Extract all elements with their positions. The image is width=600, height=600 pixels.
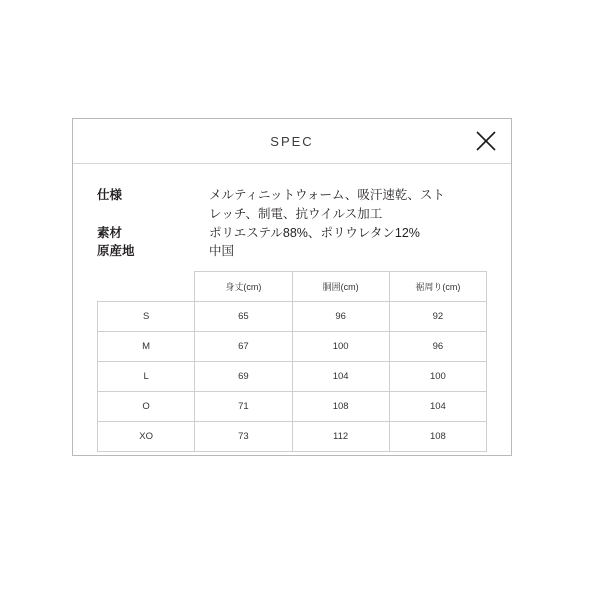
size-table-body (98, 302, 487, 452)
table-cell: 108 (292, 392, 389, 422)
spec-value: ポリエステル88%、ポリウレタン12% (209, 225, 420, 240)
table-header-row (98, 272, 487, 302)
spec-modal (72, 118, 512, 456)
table-cell: 100 (389, 362, 486, 392)
table-cell: 69 (195, 362, 292, 392)
spec-label: 素材 (97, 225, 123, 240)
page-title: SPEC (270, 133, 314, 149)
spec-label: 仕様 (97, 188, 123, 202)
spec-definition-list (97, 186, 487, 261)
table-cell: 100 (292, 332, 389, 362)
size-table-head (98, 272, 487, 302)
table-cell-size: S (98, 302, 195, 332)
table-cell: 104 (389, 392, 486, 422)
spec-value: 中国 (209, 244, 235, 259)
table-cell: 73 (195, 422, 292, 452)
table-cell-size: XO (98, 422, 195, 452)
spec-row (97, 242, 487, 261)
table-header-cell: 胴囲(cm) (292, 272, 389, 302)
table-cell-size: O (98, 392, 195, 422)
table-cell: 96 (389, 332, 486, 362)
close-icon[interactable] (473, 128, 499, 154)
table-row (98, 422, 487, 452)
size-table (97, 271, 487, 452)
spec-row (97, 186, 487, 224)
table-cell: 67 (195, 332, 292, 362)
table-header-cell: 身丈(cm) (195, 272, 292, 302)
table-row (98, 302, 487, 332)
modal-body (73, 164, 511, 462)
table-cell: 65 (195, 302, 292, 332)
table-header-cell: 裾周り(cm) (389, 272, 486, 302)
table-cell-size: M (98, 332, 195, 362)
table-cell: 92 (389, 302, 486, 332)
table-row (98, 332, 487, 362)
modal-header (73, 119, 511, 164)
table-cell-size: L (98, 362, 195, 392)
table-row (98, 362, 487, 392)
table-row (98, 392, 487, 422)
spec-value (209, 186, 487, 224)
table-cell: 71 (195, 392, 292, 422)
table-cell: 96 (292, 302, 389, 332)
spec-value-line: レッチ、制電、抗ウイルス加工 (209, 206, 383, 221)
close-icon-glyph (475, 130, 497, 152)
spec-value-line: メルティニットウォーム、吸汗速乾、スト (209, 188, 445, 202)
table-cell: 108 (389, 422, 486, 452)
table-header-cell (98, 272, 195, 302)
table-cell: 104 (292, 362, 389, 392)
spec-label: 原産地 (97, 244, 135, 259)
table-cell: 112 (292, 422, 389, 452)
spec-row (97, 224, 487, 243)
